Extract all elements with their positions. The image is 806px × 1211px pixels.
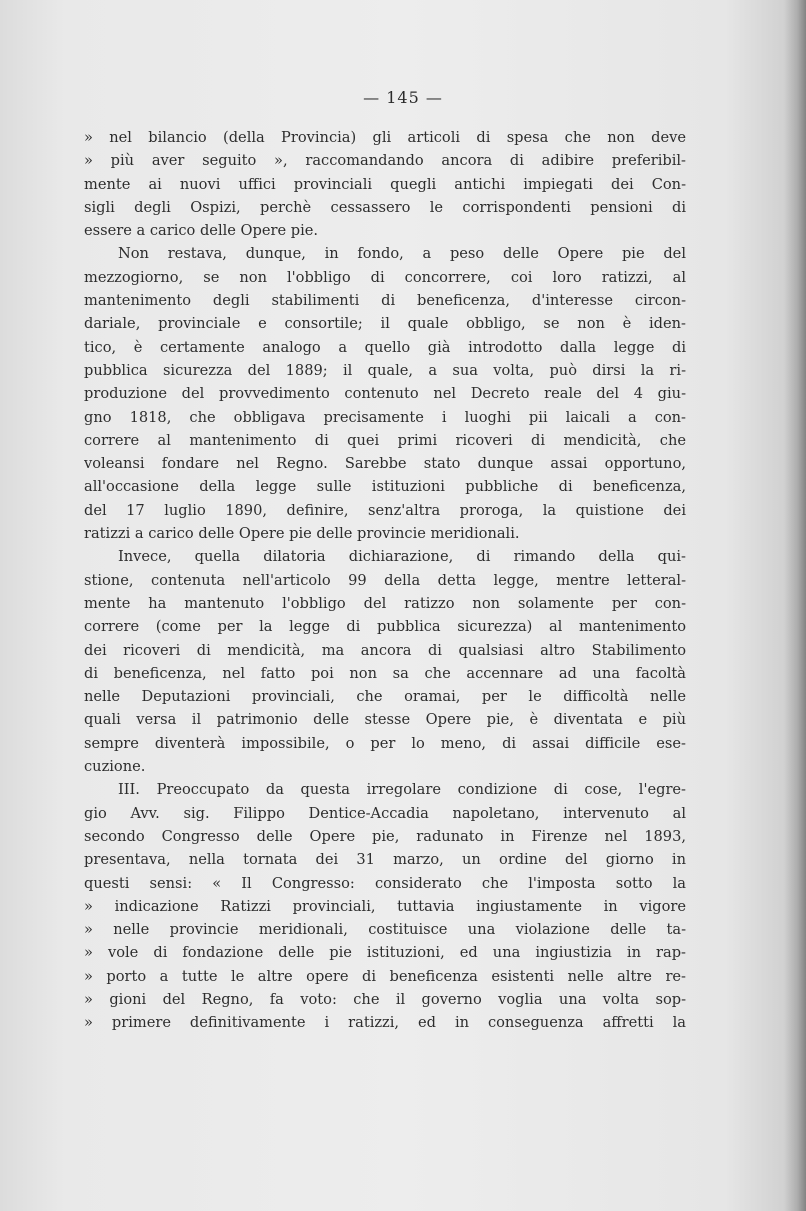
text-line: » indicazione Ratizzi provinciali, tuttavia ingiustamente in vigore bbox=[84, 897, 686, 915]
text-line: di beneficenza, nel fatto poi non sa che accennare ad una facoltà bbox=[84, 664, 686, 682]
text-line: dariale, provinciale e consortile; il quale obbligo, se non è iden- bbox=[84, 315, 686, 333]
text-line: » gioni del Regno, fa voto: che il governo voglia una volta sop- bbox=[84, 990, 686, 1008]
text-line: » primere definitivamente i ratizzi, ed in conseguenza affretti la bbox=[84, 1014, 686, 1032]
page-number: — 145 — bbox=[363, 88, 443, 107]
text-line: ratizzi a carico delle Opere pie delle provincie meridionali. bbox=[84, 525, 520, 543]
text-line: dei ricoveri di mendicità, ma ancora di qualsiasi altro Stabilimento bbox=[84, 641, 686, 659]
text-line: Invece, quella dilatoria dichiarazione, di rimando della qui- bbox=[118, 548, 686, 566]
text-line: produzione del provvedimento contenuto nel Decreto reale del 4 giu- bbox=[84, 385, 686, 403]
text-line: » nel bilancio (della Provincia) gli articoli di spesa che non deve bbox=[84, 129, 686, 146]
text-line: sempre diventerà impossibile, o per lo meno, di assai difficile ese- bbox=[84, 734, 686, 752]
text-line: gio Avv. sig. Filippo Dentice-Accadia napoletano, intervenuto al bbox=[84, 804, 686, 822]
text-line: III. Preoccupato da questa irregolare condizione di cose, l'egre- bbox=[118, 781, 686, 799]
text-line: mente ha mantenuto l'obbligo del ratizzo non solamente per con- bbox=[84, 594, 686, 612]
text-line: mezzogiorno, se non l'obbligo di concorrere, coi loro ratizzi, al bbox=[84, 268, 686, 286]
text-line: » vole di fondazione delle pie istituzioni, ed una ingiustizia in rap- bbox=[84, 944, 686, 962]
text-line: del 17 luglio 1890, definire, senz'altra proroga, la quistione dei bbox=[84, 501, 686, 519]
text-line: sigli degli Ospizi, perchè cessassero le corrispondenti pensioni di bbox=[84, 198, 686, 216]
text-line: pubblica sicurezza del 1889; il quale, a sua volta, può dirsi la ri- bbox=[84, 361, 686, 379]
text-line: presentava, nella tornata dei 31 marzo, un ordine del giorno in bbox=[84, 851, 686, 869]
text-line: nelle Deputazioni provinciali, che oramai, per le difficoltà nelle bbox=[84, 688, 686, 706]
text-line: quali versa il patrimonio delle stesse Opere pie, è diventata e più bbox=[84, 711, 686, 729]
text-line: all'occasione della legge sulle istituzioni pubbliche di beneficenza, bbox=[84, 478, 686, 496]
text-line: voleansi fondare nel Regno. Sarebbe stato dunque assai opportuno, bbox=[84, 455, 686, 473]
page-edge-shadow bbox=[784, 0, 806, 1211]
text-line: essere a carico delle Opere pie. bbox=[84, 222, 319, 240]
text-line: questi sensi: « Il Congresso: considerato che l'imposta sotto la bbox=[84, 874, 686, 892]
text-line: » nelle provincie meridionali, costituisce una violazione delle ta- bbox=[84, 921, 686, 939]
text-line: » più aver seguito », raccomandando ancora di adibire preferibil- bbox=[84, 152, 686, 170]
text-line: » porto a tutte le altre opere di beneficenza esistenti nelle altre re- bbox=[84, 967, 686, 985]
text-line: correre (come per la legge di pubblica sicurezza) al mantenimento bbox=[84, 618, 686, 636]
text-line: mantenimento degli stabilimenti di beneficenza, d'interesse circon- bbox=[84, 292, 686, 310]
text-line: correre al mantenimento di quei primi ricoveri di mendicità, che bbox=[84, 431, 686, 449]
text-line: gno 1818, che obbligava precisamente i luoghi pii laicali a con- bbox=[84, 408, 686, 426]
text-line: mente ai nuovi uffici provinciali quegli antichi impiegati dei Con- bbox=[84, 175, 686, 193]
text-line: secondo Congresso delle Opere pie, radunato in Firenze nel 1893, bbox=[84, 827, 686, 845]
text-line: Non restava, dunque, in fondo, a peso delle Opere pie del bbox=[118, 245, 686, 263]
body-text bbox=[84, 126, 686, 1035]
text-line: stione, contenuta nell'articolo 99 della detta legge, mentre letteral- bbox=[84, 571, 686, 589]
text-line: tico, è certamente analogo a quello già introdotto dalla legge di bbox=[84, 338, 686, 356]
text-line: cuzione. bbox=[84, 758, 146, 776]
